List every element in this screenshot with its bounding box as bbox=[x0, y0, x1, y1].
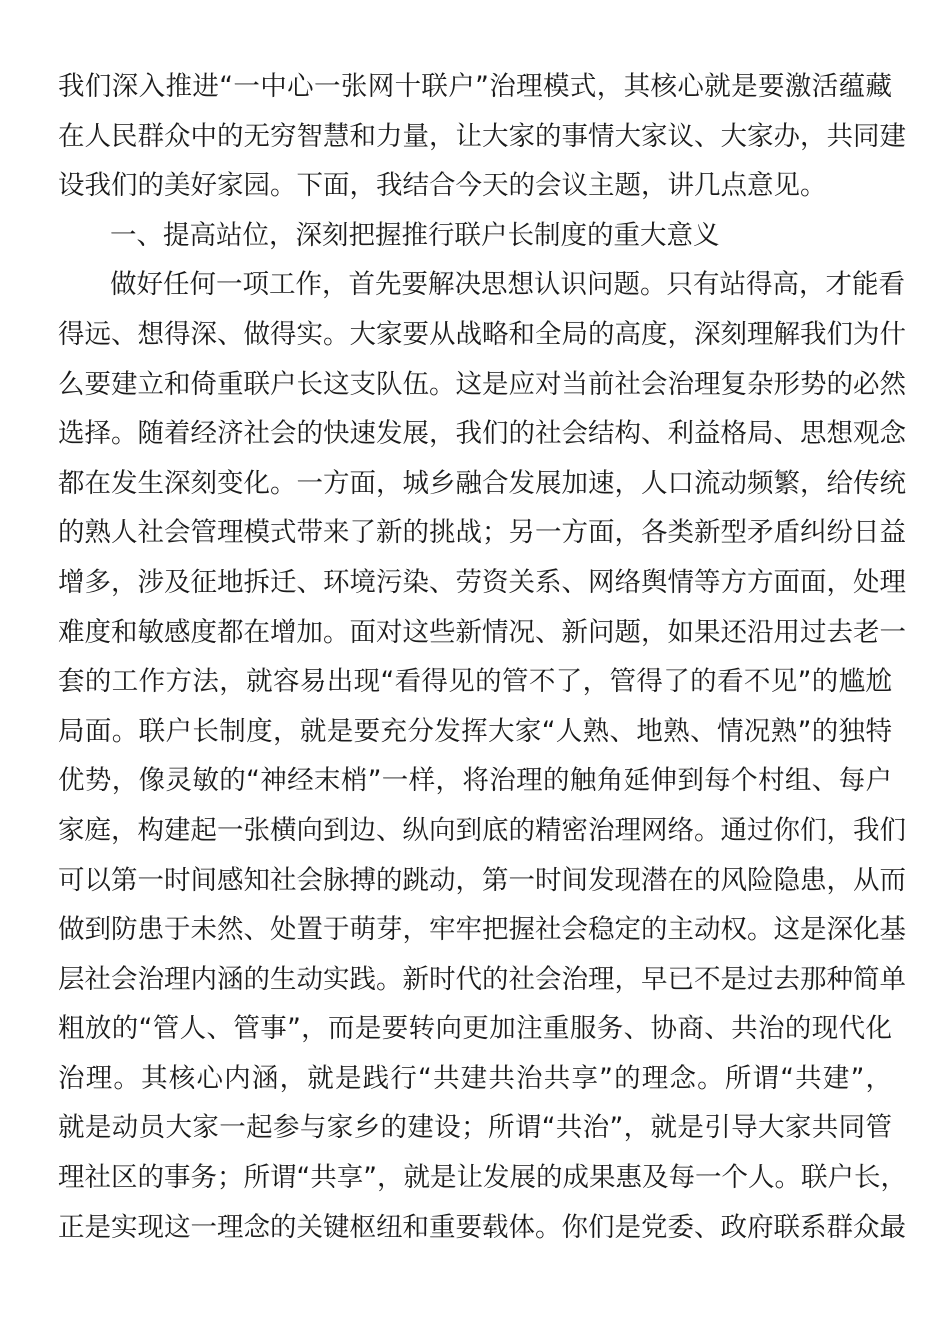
text-line: 得远、想得深、做得实。大家要从战略和全局的高度，深刻理解我们为什 bbox=[58, 318, 906, 350]
text-line: 么要建立和倚重联户长这支队伍。这是应对当前社会治理复杂形势的必然 bbox=[58, 368, 906, 400]
text-line: 可以第一时间感知社会脉搏的跳动，第一时间发现潜在的风险隐患，从而 bbox=[58, 864, 906, 896]
text-line: 治理。其核心内涵，就是践行“共建共治共享”的理念。所谓“共建”， bbox=[58, 1062, 892, 1094]
text-line: 难度和敏感度都在增加。面对这些新情况、新问题，如果还沿用过去老一 bbox=[58, 616, 906, 648]
text-line: 正是实现这一理念的关键枢纽和重要载体。你们是党委、政府联系群众最 bbox=[58, 1211, 906, 1243]
text-line: 增多，涉及征地拆迁、环境污染、劳资关系、网络舆情等方方面面，处理 bbox=[58, 566, 906, 598]
text-line: 就是动员大家一起参与家乡的建设；所谓“共治”，就是引导大家共同管 bbox=[58, 1112, 892, 1144]
text-line: 粗放的“管人、管事”，而是要转向更加注重服务、协商、共治的现代化 bbox=[58, 1013, 892, 1045]
text-line: 家庭，构建起一张横向到边、纵向到底的精密治理网络。通过你们，我们 bbox=[58, 814, 906, 846]
text-line: 套的工作方法，就容易出现“看得见的管不了，管得了的看不见”的尴尬 bbox=[58, 666, 892, 698]
text-line: 设我们的美好家园。下面，我结合今天的会议主题，讲几点意见。 bbox=[58, 170, 827, 202]
text-line: 局面。联户长制度，就是要充分发挥大家“人熟、地熟、情况熟”的独特 bbox=[58, 715, 892, 747]
text-line: 都在发生深刻变化。一方面，城乡融合发展加速，人口流动频繁，给传统 bbox=[58, 467, 906, 499]
text-line: 选择。随着经济社会的快速发展，我们的社会结构、利益格局、思想观念 bbox=[58, 418, 906, 450]
text-line: 做好任何一项工作，首先要解决思想认识问题。只有站得高，才能看 bbox=[110, 269, 905, 301]
text-line: 理社区的事务；所谓“共享”，就是让发展的成果惠及每一个人。联户长， bbox=[58, 1162, 907, 1194]
text-line: 优势，像灵敏的“神经末梢”一样，将治理的触角延伸到每个村组、每户 bbox=[58, 765, 892, 797]
text-line: 做到防患于未然、处置于萌芽，牢牢把握社会稳定的主动权。这是深化基 bbox=[58, 914, 906, 946]
text-line: 我们深入推进“一中心一张网十联户”治理模式，其核心就是要激活蕴藏 bbox=[58, 71, 892, 102]
text-line: 在人民群众中的无穷智慧和力量，让大家的事情大家议、大家办，共同建 bbox=[58, 120, 906, 152]
text-line: 的熟人社会管理模式带来了新的挑战；另一方面，各类新型矛盾纠纷日益 bbox=[58, 517, 906, 549]
section-heading: 一、提高站位，深刻把握推行联户长制度的重大意义 bbox=[110, 219, 720, 251]
document-body bbox=[58, 62, 907, 1252]
text-line: 层社会治理内涵的生动实践。新时代的社会治理，早已不是过去那种简单 bbox=[58, 963, 906, 995]
